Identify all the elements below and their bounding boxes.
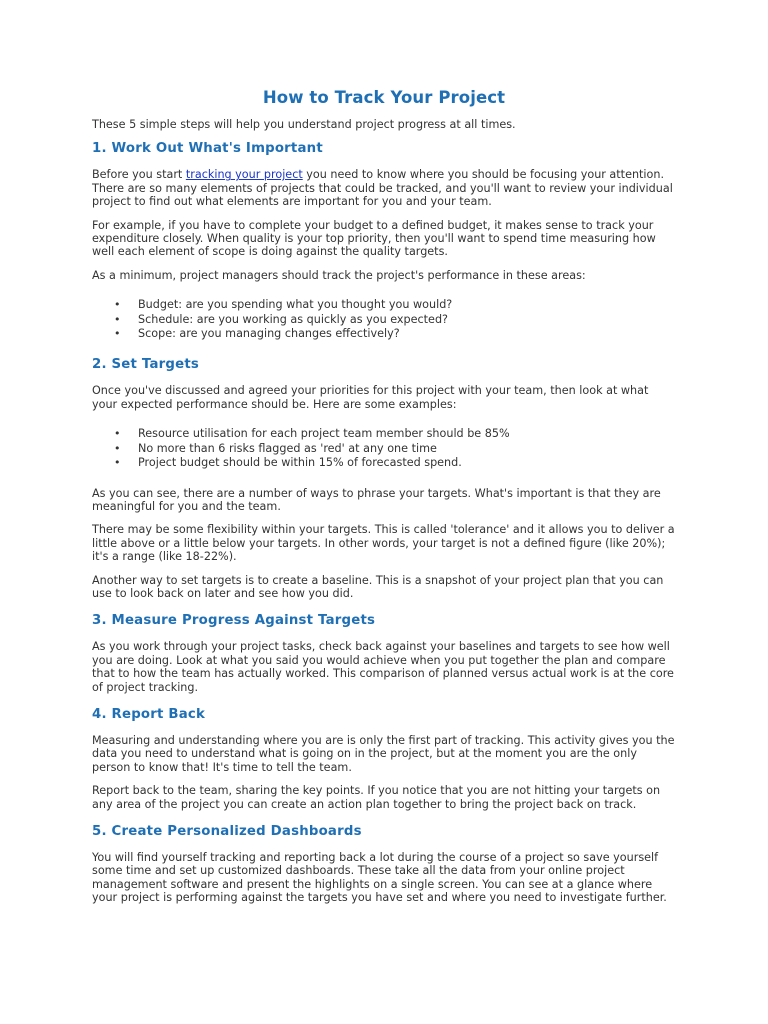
section-2-paragraph-3: There may be some flexibility within your targets. This is called 'tolerance' and it allows you to deliver a little above or a little below your targets. In other words, your target is not a defined figure (like 20%); it's a range (like 18-22%). <box>92 523 675 564</box>
list-item: • Schedule: are you working as quickly as you expected? <box>92 313 676 327</box>
section-5-paragraph-1: You will find yourself tracking and reporting back a lot during the course of a project so save yourself some time and set up customized dashboards. These take all the data from your online project management software and present the highlights on a single screen. You can see at a glance where your project is performing against the targets you have set and where you need to investigate further. <box>92 851 667 905</box>
section-1-bullet-list <box>92 298 676 341</box>
section-2-bullet-list <box>92 427 676 470</box>
list-item: • Budget: are you spending what you thought you would? <box>92 298 676 312</box>
section-1-paragraph-2: For example, if you have to complete your budget to a defined budget, it makes sense to track your expenditure closely. When quality is your top priority, then you'll want to spend time measuring how well each element of scope is doing against the quality targets. <box>92 218 656 259</box>
list-item: • Resource utilisation for each project team member should be 85% <box>92 427 676 441</box>
page-title: How to Track Your Project <box>262 88 506 107</box>
section-1-p1-lead: Before you start <box>92 168 186 182</box>
list-item: • Project budget should be within 15% of forecasted spend. <box>92 456 676 470</box>
section-4-paragraph-1: Measuring and understanding where you are is only the first part of tracking. This activity gives you the data you need to understand what is going on in the project, but at the moment you are the only person to know that! It's time to tell the team. <box>92 733 675 774</box>
tracking-your-project-link[interactable]: tracking your project <box>185 168 303 182</box>
intro-paragraph: These 5 simple steps will help you understand project progress at all times. <box>92 118 516 131</box>
section-5-heading: 5. Create Personalized Dashboards <box>92 824 362 839</box>
list-item: • No more than 6 risks flagged as 'red' at any one time <box>92 442 676 456</box>
section-1-p1-rest: you need to know where you should be focusing your attention. There are so many elements of projects that could be tracked, and you'll want to review your individual project to find out what elements are important for you and your team. <box>92 168 673 209</box>
section-1-paragraph-3: As a minimum, project managers should track the project's performance in these areas: <box>92 268 586 282</box>
list-item: • Scope: are you managing changes effectively? <box>92 327 676 341</box>
section-4-paragraph-2: Report back to the team, sharing the key points. If you notice that you are not hitting your targets on any area of the project you can create an action plan together to bring the project back on track. <box>92 784 661 811</box>
section-1-heading: 1. Work Out What's Important <box>92 141 323 157</box>
section-2-paragraph-1: Once you've discussed and agreed your priorities for this project with your team, then look at what your expected performance should be. Here are some examples: <box>92 384 649 411</box>
section-1-paragraph-1 <box>92 168 676 208</box>
section-2-paragraph-4: Another way to set targets is to create a baseline. This is a snapshot of your project plan that you can use to look back on later and see how you did. <box>92 573 664 600</box>
section-2-paragraph-2: As you can see, there are a number of ways to phrase your targets. What's important is that they are meaningful for you and the team. <box>92 486 661 513</box>
section-4-heading: 4. Report Back <box>92 706 206 722</box>
section-2-heading: 2. Set Targets <box>92 357 200 373</box>
section-3-paragraph-1: As you work through your project tasks, check back against your baselines and targets to see how well you are doing. Look at what you said you would achieve when you put together the plan and compare that to how the team has actually worked. This comparison of planned versus actual work is at the core of project tracking. <box>92 640 674 694</box>
section-3-heading: 3. Measure Progress Against Targets <box>92 613 376 629</box>
